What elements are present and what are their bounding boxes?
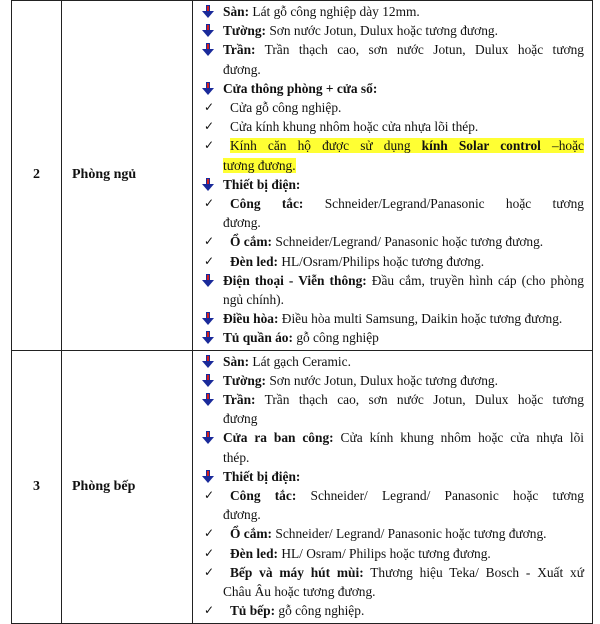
arrow-bullet-icon [201,331,215,345]
spec-stove-hood-cont: Châu Âu hoặc tương đương. [223,584,376,600]
check-mark-icon: ✓ [204,234,215,249]
spec-electrical: Thiết bị điện: [201,175,584,194]
spec-switch: ✓ Công tắc: Schneider/ Legrand/ Panasonic hoặc tương [201,486,584,505]
spec-telecom: Điện thoại - Viễn thông: Đầu cắm, truyền hình cáp (cho phòng [201,271,584,290]
spec-door-glass: ✓ Cửa kính khung nhôm hoặc cửa nhựa lõi thép. [201,117,584,136]
check-mark-icon: ✓ [204,196,215,211]
room-name: Phòng ngủ [62,1,193,351]
room-specs [193,350,593,623]
arrow-bullet-icon [201,431,215,445]
spec-led: ✓ Đèn led: HL/Osram/Philips hoặc tương đương. [201,252,584,271]
arrow-bullet-icon [201,178,215,192]
arrow-bullet-icon [201,5,215,19]
spec-ceiling-cont: đương. [223,61,261,77]
arrow-bullet-icon [201,312,215,326]
check-mark-icon: ✓ [204,138,215,153]
arrow-bullet-icon [201,274,215,288]
spec-wall: Tường: Sơn nước Jotun, Dulux hoặc tương đương. [201,21,584,40]
spec-wardrobe: Tủ quần áo: gỗ công nghiệp [201,328,584,347]
spec-switch: ✓ Công tắc: Schneider/Legrand/Panasonic hoặc tương [201,194,584,213]
spec-kitchen-cabinet: ✓ Tủ bếp: gỗ công nghiệp. [201,601,584,620]
check-mark-icon: ✓ [204,253,215,268]
spec-switch-cont: đương. [223,507,261,523]
spec-telecom-cont: ngủ chính). [223,292,284,308]
check-mark-icon: ✓ [204,526,215,541]
arrow-bullet-icon [201,82,215,96]
arrow-bullet-icon [201,24,215,38]
spec-glass-solar: ✓ Kính căn hộ được sử dụng kính Solar control –hoặc [201,136,584,155]
spec-led: ✓ Đèn led: HL/ Osram/ Philips hoặc tương đương. [201,544,584,563]
spec-aircon: Điều hòa: Điều hòa multi Samsung, Daikin hoặc tương đương. [201,309,584,328]
row-number: 2 [12,1,62,351]
spec-wall: Tường: Sơn nước Jotun, Dulux hoặc tương đương. [201,371,584,390]
check-mark-icon: ✓ [204,603,215,618]
spec-floor: Sàn: Lát gạch Ceramic. [201,352,584,371]
check-mark-icon: ✓ [204,545,215,560]
spec-balcony-door-cont: thép. [223,449,250,465]
row-number: 3 [12,350,62,623]
table-row [12,350,593,623]
spec-ceiling: Trần: Trần thạch cao, sơn nước Jotun, Dulux hoặc tương [201,40,584,59]
check-mark-icon: ✓ [204,100,215,115]
check-mark-icon: ✓ [204,119,215,134]
spec-stove-hood: ✓ Bếp và máy hút mùi: Thương hiệu Teka/ Bosch - Xuất xứ [201,563,584,582]
spec-ceiling: Trần: Trần thạch cao, sơn nước Jotun, Dulux hoặc tương [201,390,584,409]
arrow-bullet-icon [201,355,215,369]
spec-switch-cont: đương. [223,215,261,231]
spec-ceiling-cont: đương [223,411,258,427]
arrow-bullet-icon [201,470,215,484]
arrow-bullet-icon [201,374,215,388]
spec-door-wood: ✓ Cửa gỗ công nghiệp. [201,98,584,117]
specification-table [11,0,593,624]
spec-doors: Cửa thông phòng + cửa sổ: [201,79,584,98]
table-row [12,1,593,351]
room-name: Phòng bếp [62,350,193,623]
spec-glass-solar-cont: tương đương. [223,157,296,173]
spec-socket: ✓ Ổ cắm: Schneider/Legrand/ Panasonic hoặc tương đương. [201,232,584,251]
room-specs [193,1,593,351]
check-mark-icon: ✓ [204,564,215,579]
spec-socket: ✓ Ổ cắm: Schneider/ Legrand/ Panasonic hoặc tương đương. [201,524,584,543]
arrow-bullet-icon [201,393,215,407]
spec-balcony-door: Cửa ra ban công: Cửa kính khung nhôm hoặc cửa nhựa lõi [201,428,584,447]
check-mark-icon: ✓ [204,488,215,503]
spec-floor: Sàn: Lát gỗ công nghiệp dày 12mm. [201,2,584,21]
spec-electrical: Thiết bị điện: [201,467,584,486]
arrow-bullet-icon [201,43,215,57]
